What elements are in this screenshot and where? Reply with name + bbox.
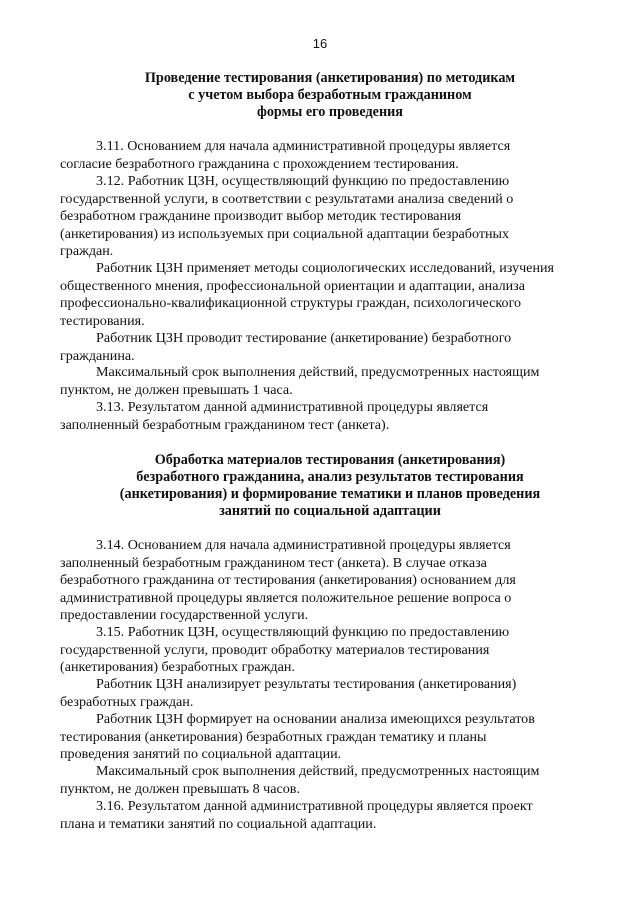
paragraph-forms-plans: Работник ЦЗН формирует на основании анализа имеющихся результатов тестирования (анкетирования) безработных граждан тематику и планы проведения занятий по социальной адаптации. — [60, 711, 535, 762]
paragraph-3-11: 3.11. Основанием для начала административной процедуры является согласие безработного гражданина с прохождением тестирования. — [60, 138, 511, 172]
paragraph-max-time-1: Максимальный срок выполнения действий, предусмотренных настоящим пунктом, не должен превышать 1 часа. — [60, 364, 540, 398]
section-heading-processing: Обработка материалов тестирования (анкетирования) безработного гражданина, анализ результатов тестирования (анкетирования) и формирование тематики и планов проведения занятий по социальной адаптации — [119, 452, 541, 519]
page-number: 16 — [312, 36, 328, 51]
paragraph-analyzes: Работник ЦЗН анализирует результаты тестирования (анкетирования) безработных граждан. — [60, 676, 517, 710]
paragraph-3-12: 3.12. Работник ЦЗН, осуществляющий функцию по предоставлению государственной услуги, в соответствии с результатами анализа сведений о безработном гражданине производит выбор методик тестирования (анкетирования) из используемых при социальной адаптации безработных граждан. — [60, 173, 514, 259]
paragraph-3-16: 3.16. Результатом данной административной процедуры является проект плана и тематики занятий по социальной адаптации. — [60, 798, 533, 832]
paragraph-3-13: 3.13. Результатом данной административной процедуры является заполненный безработным гражданином тест (анкета). — [60, 399, 489, 433]
paragraph-max-time-8: Максимальный срок выполнения действий, предусмотренных настоящим пунктом, не должен превышать 8 часов. — [60, 763, 540, 797]
paragraph-3-15: 3.15. Работник ЦЗН, осуществляющий функцию по предоставлению государственной услуги, проводит обработку материалов тестирования (анкетирования) безработных граждан. — [60, 624, 510, 675]
paragraph-conducts-testing: Работник ЦЗН проводит тестирование (анкетирование) безработного гражданина. — [60, 330, 512, 364]
paragraph-3-14: 3.14. Основанием для начала административной процедуры является заполненный безработным гражданином тест (анкета). В случае отказа безработного гражданина от тестирования (анкетирования) основанием для административной процедуры является положительное решение вопроса о предоставлении государственной услуги. — [60, 537, 516, 623]
section-heading-testing: Проведение тестирования (анкетирования) по методикам с учетом выбора безработным гражданином формы его проведения — [144, 70, 516, 120]
paragraph-methods: Работник ЦЗН применяет методы социологических исследований, изучения общественного мнения, профессиональной ориентации и адаптации, анализа профессионально-квалификационной структуры граждан, психологического тестирования. — [60, 260, 555, 329]
